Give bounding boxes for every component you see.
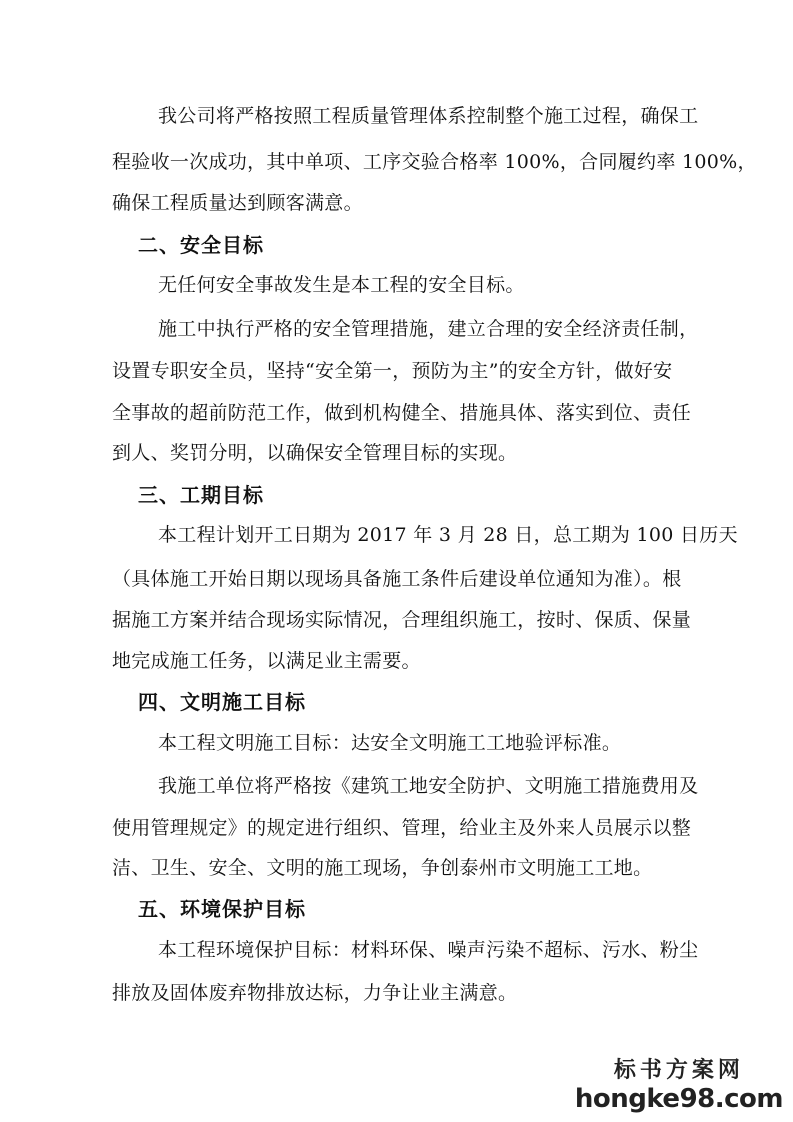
section-heading-safety: 二、安全目标 [138, 233, 264, 257]
paragraph-line: 地完成施工任务，以满足业主需要。 [112, 650, 421, 672]
paragraph-line: 无任何安全事故发生是本工程的安全目标。 [158, 274, 525, 296]
site-watermark [575, 1053, 783, 1114]
paragraph-line: 到人、奖罚分明，以确保安全管理目标的实现。 [112, 442, 518, 464]
paragraph-line: 我施工单位将严格按《建筑工地安全防护、文明施工措施费用及 [158, 775, 699, 797]
paragraph-line: （具体施工开始日期以现场具备施工条件后建设单位通知为准）。根 [112, 568, 682, 590]
paragraph-line: 确保工程质量达到顾客满意。 [112, 192, 363, 214]
paragraph-line: 使用管理规定》的规定进行组织、管理，给业主及外来人员展示以整 [112, 817, 692, 839]
paragraph-line: 本工程环境保护目标：材料环保、噪声污染不超标、污水、粉尘 [158, 939, 699, 961]
section-heading-environment: 五、环境保护目标 [138, 897, 306, 921]
watermark-url-text: hongke98.com [574, 1084, 783, 1114]
paragraph-line: 我公司将严格按照工程质量管理体系控制整个施工过程，确保工 [158, 105, 699, 127]
paragraph-line: 程验收一次成功，其中单项、工序交验合格率 100%，合同履约率 100%， [112, 151, 757, 173]
paragraph-line: 本工程文明施工目标：达安全文明施工工地验评标准。 [158, 732, 622, 754]
watermark-cn-text: 标书方案网 [613, 1057, 744, 1083]
paragraph-line: 设置专职安全员，坚持“安全第一，预防为主”的安全方针，做好安 [112, 360, 673, 382]
section-heading-civilized-construction: 四、文明施工目标 [138, 690, 306, 714]
section-heading-schedule: 三、工期目标 [138, 483, 264, 507]
paragraph-line: 本工程计划开工日期为 2017 年 3 月 28 日，总工期为 100 日历天 [158, 524, 738, 546]
paragraph-line: 全事故的超前防范工作，做到机构健全、措施具体、落实到位、责任 [112, 402, 692, 424]
paragraph-line: 洁、卫生、安全、文明的施工现场，争创泰州市文明施工工地。 [112, 857, 653, 879]
paragraph-line: 施工中执行严格的安全管理措施，建立合理的安全经济责任制， [158, 318, 699, 340]
paragraph-line: 排放及固体废弃物排放达标，力争让业主满意。 [112, 982, 518, 1004]
paragraph-line: 据施工方案并结合现场实际情况，合理组织施工，按时、保质、保量 [112, 609, 692, 631]
